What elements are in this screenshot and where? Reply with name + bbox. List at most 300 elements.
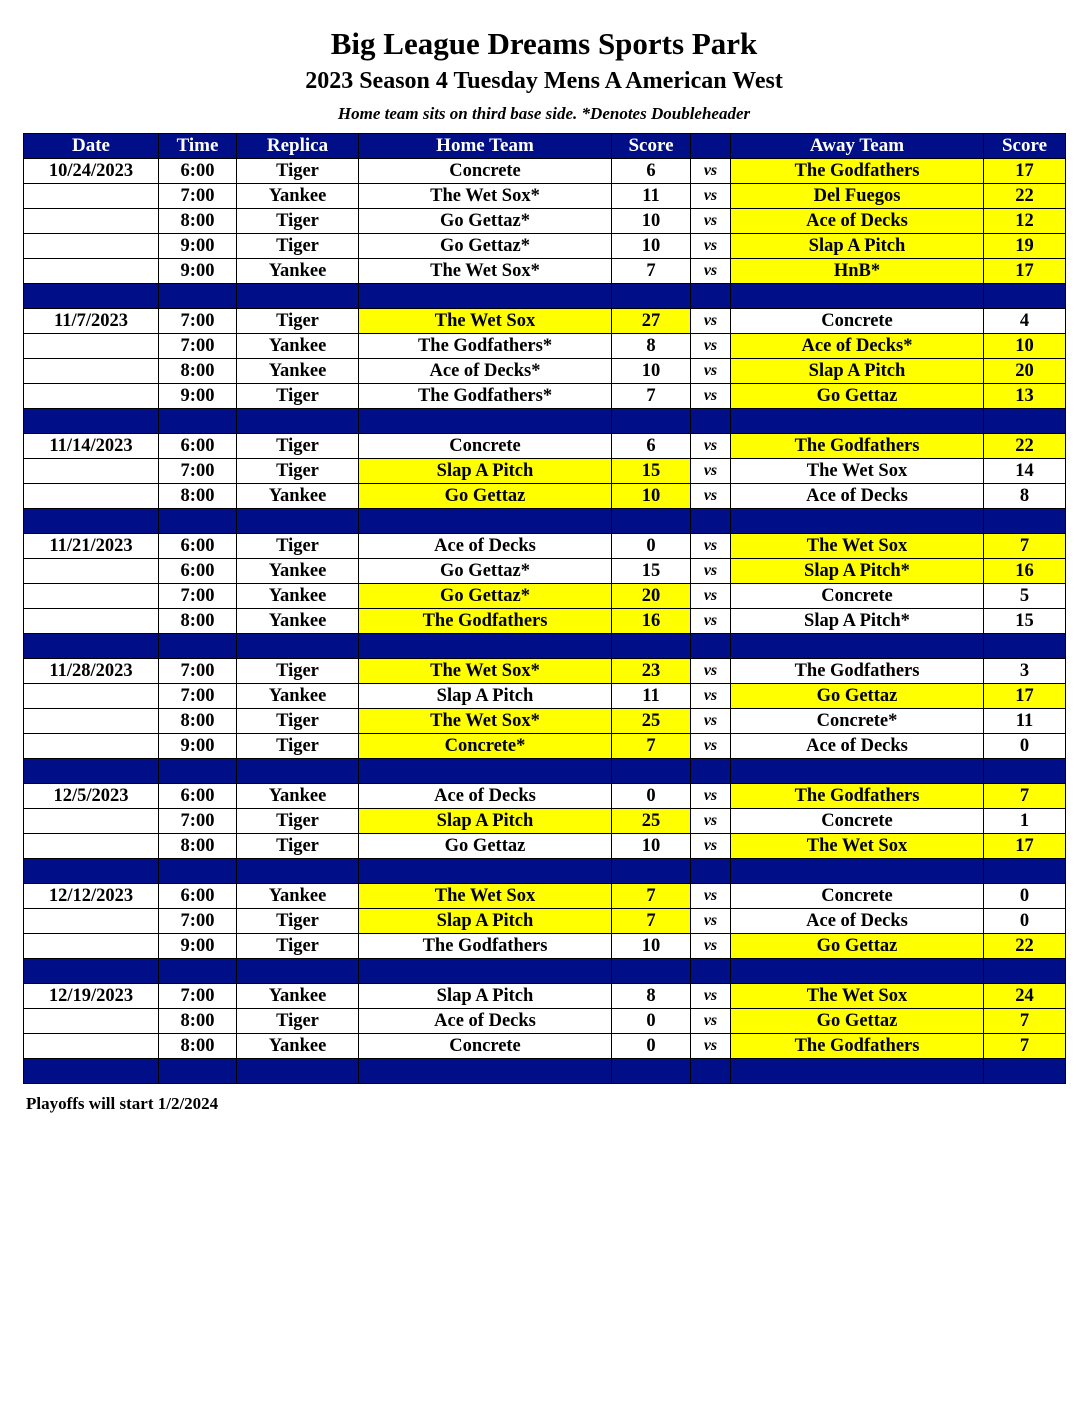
home-score: 25 (612, 709, 691, 734)
game-time: 9:00 (159, 384, 237, 409)
game-date (24, 584, 159, 609)
separator-cell (24, 859, 159, 884)
away-team: The Godfathers (731, 784, 984, 809)
separator-cell (691, 859, 731, 884)
separator-cell (731, 284, 984, 309)
away-score: 7 (984, 1034, 1066, 1059)
game-time: 9:00 (159, 734, 237, 759)
game-row (24, 359, 1066, 384)
away-score: 17 (984, 259, 1066, 284)
separator-cell (359, 859, 612, 884)
game-row (24, 609, 1066, 634)
away-score: 1 (984, 809, 1066, 834)
away-score: 22 (984, 434, 1066, 459)
separator-cell (612, 959, 691, 984)
separator-cell (612, 759, 691, 784)
separator-cell (159, 409, 237, 434)
home-score: 7 (612, 884, 691, 909)
game-replica: Tiger (237, 709, 359, 734)
home-team: The Wet Sox* (359, 659, 612, 684)
game-row (24, 834, 1066, 859)
away-score: 11 (984, 709, 1066, 734)
game-replica: Tiger (237, 834, 359, 859)
vs-label: vs (691, 584, 731, 609)
home-team: Go Gettaz* (359, 234, 612, 259)
home-score: 7 (612, 259, 691, 284)
away-team: Go Gettaz (731, 1009, 984, 1034)
separator-cell (237, 959, 359, 984)
game-replica: Yankee (237, 684, 359, 709)
game-time: 6:00 (159, 884, 237, 909)
home-team: Concrete (359, 1034, 612, 1059)
game-time: 6:00 (159, 784, 237, 809)
separator-cell (237, 409, 359, 434)
separator-cell (612, 634, 691, 659)
game-row (24, 484, 1066, 509)
separator-cell (984, 509, 1066, 534)
home-team: Ace of Decks (359, 784, 612, 809)
home-team: The Wet Sox* (359, 259, 612, 284)
vs-label: vs (691, 684, 731, 709)
game-date (24, 334, 159, 359)
vs-label: vs (691, 659, 731, 684)
home-score: 6 (612, 434, 691, 459)
game-time: 7:00 (159, 459, 237, 484)
game-replica: Tiger (237, 659, 359, 684)
game-row (24, 234, 1066, 259)
away-score: 17 (984, 834, 1066, 859)
vs-label: vs (691, 709, 731, 734)
game-replica: Yankee (237, 884, 359, 909)
game-row (24, 559, 1066, 584)
home-score: 0 (612, 784, 691, 809)
separator-cell (984, 1059, 1066, 1084)
game-time: 6:00 (159, 534, 237, 559)
separator-cell (237, 634, 359, 659)
game-time: 8:00 (159, 484, 237, 509)
vs-label: vs (691, 434, 731, 459)
game-time: 7:00 (159, 334, 237, 359)
home-score: 15 (612, 459, 691, 484)
separator-cell (731, 509, 984, 534)
game-replica: Yankee (237, 784, 359, 809)
away-score: 17 (984, 684, 1066, 709)
home-score: 6 (612, 159, 691, 184)
home-team: Go Gettaz (359, 484, 612, 509)
game-time: 8:00 (159, 709, 237, 734)
home-score: 10 (612, 934, 691, 959)
away-team: Slap A Pitch (731, 359, 984, 384)
home-score: 25 (612, 809, 691, 834)
game-row (24, 1009, 1066, 1034)
vs-label: vs (691, 884, 731, 909)
separator-cell (237, 859, 359, 884)
separator-cell (612, 284, 691, 309)
game-replica: Yankee (237, 1034, 359, 1059)
vs-label: vs (691, 984, 731, 1009)
home-score: 20 (612, 584, 691, 609)
game-time: 7:00 (159, 684, 237, 709)
page-subtitle: 2023 Season 4 Tuesday Mens A American West (305, 68, 783, 94)
away-score: 0 (984, 734, 1066, 759)
game-date (24, 834, 159, 859)
vs-label: vs (691, 609, 731, 634)
game-row (24, 659, 1066, 684)
away-team: Ace of Decks (731, 209, 984, 234)
separator-cell (691, 634, 731, 659)
away-score: 14 (984, 459, 1066, 484)
vs-label: vs (691, 384, 731, 409)
home-score: 10 (612, 234, 691, 259)
game-date (24, 709, 159, 734)
away-team: The Godfathers (731, 159, 984, 184)
game-row (24, 909, 1066, 934)
separator-cell (359, 509, 612, 534)
separator-cell (731, 959, 984, 984)
separator-cell (691, 959, 731, 984)
away-team: Concrete* (731, 709, 984, 734)
game-time: 8:00 (159, 609, 237, 634)
separator-cell (159, 509, 237, 534)
home-team: The Wet Sox* (359, 184, 612, 209)
vs-label: vs (691, 784, 731, 809)
away-team: Slap A Pitch* (731, 559, 984, 584)
separator-cell (237, 509, 359, 534)
separator-cell (984, 959, 1066, 984)
home-score: 0 (612, 534, 691, 559)
separator-cell (24, 759, 159, 784)
week-separator-row (24, 634, 1066, 659)
game-replica: Tiger (237, 1009, 359, 1034)
game-date: 11/14/2023 (24, 434, 159, 459)
home-team: Ace of Decks* (359, 359, 612, 384)
away-team: The Godfathers (731, 1034, 984, 1059)
separator-cell (159, 859, 237, 884)
game-replica: Yankee (237, 559, 359, 584)
page-title: Big League Dreams Sports Park (330, 26, 758, 61)
vs-label: vs (691, 159, 731, 184)
game-date (24, 684, 159, 709)
separator-cell (984, 859, 1066, 884)
away-score: 7 (984, 784, 1066, 809)
game-date (24, 934, 159, 959)
game-replica: Yankee (237, 184, 359, 209)
home-team: The Wet Sox (359, 884, 612, 909)
game-row (24, 384, 1066, 409)
away-team: Del Fuegos (731, 184, 984, 209)
separator-cell (237, 284, 359, 309)
game-row (24, 734, 1066, 759)
away-team: Concrete (731, 309, 984, 334)
vs-label: vs (691, 934, 731, 959)
home-team: Slap A Pitch (359, 459, 612, 484)
game-replica: Tiger (237, 534, 359, 559)
away-team: Ace of Decks* (731, 334, 984, 359)
game-replica: Tiger (237, 209, 359, 234)
game-row (24, 784, 1066, 809)
game-time: 7:00 (159, 909, 237, 934)
home-score: 15 (612, 559, 691, 584)
home-team: The Godfathers* (359, 334, 612, 359)
separator-cell (612, 1059, 691, 1084)
away-team: Ace of Decks (731, 484, 984, 509)
away-team: Concrete (731, 884, 984, 909)
separator-cell (24, 959, 159, 984)
away-score: 7 (984, 534, 1066, 559)
game-date (24, 384, 159, 409)
separator-cell (159, 959, 237, 984)
game-row (24, 259, 1066, 284)
game-row (24, 309, 1066, 334)
game-date (24, 559, 159, 584)
game-time: 6:00 (159, 434, 237, 459)
separator-cell (612, 859, 691, 884)
game-time: 7:00 (159, 184, 237, 209)
separator-cell (731, 1059, 984, 1084)
vs-label: vs (691, 334, 731, 359)
away-score: 20 (984, 359, 1066, 384)
game-time: 9:00 (159, 234, 237, 259)
away-score: 0 (984, 884, 1066, 909)
game-replica: Yankee (237, 359, 359, 384)
home-score: 27 (612, 309, 691, 334)
away-score: 22 (984, 934, 1066, 959)
game-date: 10/24/2023 (24, 159, 159, 184)
header-home-team: Home Team (359, 134, 612, 159)
away-team: Ace of Decks (731, 909, 984, 934)
separator-cell (731, 634, 984, 659)
game-replica: Yankee (237, 259, 359, 284)
separator-cell (359, 284, 612, 309)
home-team: Ace of Decks (359, 534, 612, 559)
week-separator-row (24, 959, 1066, 984)
week-separator-row (24, 859, 1066, 884)
game-date (24, 484, 159, 509)
separator-cell (237, 1059, 359, 1084)
away-score: 5 (984, 584, 1066, 609)
away-team: The Godfathers (731, 659, 984, 684)
game-row (24, 934, 1066, 959)
home-score: 11 (612, 184, 691, 209)
home-team: Concrete* (359, 734, 612, 759)
game-replica: Yankee (237, 484, 359, 509)
home-team: Slap A Pitch (359, 684, 612, 709)
home-score: 10 (612, 359, 691, 384)
game-replica: Tiger (237, 309, 359, 334)
game-replica: Tiger (237, 734, 359, 759)
game-row (24, 209, 1066, 234)
game-time: 6:00 (159, 159, 237, 184)
header-replica: Replica (237, 134, 359, 159)
week-separator-row (24, 284, 1066, 309)
home-score: 0 (612, 1034, 691, 1059)
vs-label: vs (691, 459, 731, 484)
week-separator-row (24, 509, 1066, 534)
vs-label: vs (691, 484, 731, 509)
separator-cell (612, 409, 691, 434)
game-date (24, 609, 159, 634)
away-score: 4 (984, 309, 1066, 334)
schedule-body (24, 159, 1066, 1084)
game-row (24, 709, 1066, 734)
vs-label: vs (691, 734, 731, 759)
separator-cell (691, 759, 731, 784)
footer-note: Playoffs will start 1/2/2024 (26, 1094, 219, 1113)
away-score: 24 (984, 984, 1066, 1009)
away-team: Go Gettaz (731, 384, 984, 409)
home-score: 8 (612, 334, 691, 359)
away-score: 22 (984, 184, 1066, 209)
game-date (24, 734, 159, 759)
game-time: 8:00 (159, 359, 237, 384)
away-score: 13 (984, 384, 1066, 409)
away-team: The Wet Sox (731, 459, 984, 484)
game-date (24, 209, 159, 234)
game-time: 8:00 (159, 834, 237, 859)
home-score: 8 (612, 984, 691, 1009)
away-score: 19 (984, 234, 1066, 259)
schedule-table (23, 133, 1066, 1084)
vs-label: vs (691, 1034, 731, 1059)
game-time: 8:00 (159, 1034, 237, 1059)
home-team: The Wet Sox (359, 309, 612, 334)
separator-cell (159, 634, 237, 659)
separator-cell (159, 284, 237, 309)
game-row (24, 809, 1066, 834)
vs-label: vs (691, 909, 731, 934)
away-team: Go Gettaz (731, 934, 984, 959)
vs-label: vs (691, 234, 731, 259)
game-replica: Tiger (237, 234, 359, 259)
game-row (24, 884, 1066, 909)
home-score: 10 (612, 834, 691, 859)
home-team: The Godfathers (359, 934, 612, 959)
away-score: 8 (984, 484, 1066, 509)
home-team: The Wet Sox* (359, 709, 612, 734)
separator-cell (24, 409, 159, 434)
game-time: 8:00 (159, 209, 237, 234)
separator-cell (984, 409, 1066, 434)
separator-cell (359, 409, 612, 434)
game-date (24, 1009, 159, 1034)
game-date (24, 359, 159, 384)
separator-cell (359, 959, 612, 984)
away-team: The Wet Sox (731, 834, 984, 859)
home-team: Go Gettaz (359, 834, 612, 859)
separator-cell (359, 634, 612, 659)
home-score: 16 (612, 609, 691, 634)
vs-label: vs (691, 559, 731, 584)
away-score: 7 (984, 1009, 1066, 1034)
home-score: 10 (612, 209, 691, 234)
game-date: 12/19/2023 (24, 984, 159, 1009)
vs-label: vs (691, 534, 731, 559)
separator-cell (691, 409, 731, 434)
away-team: The Wet Sox (731, 534, 984, 559)
separator-cell (24, 284, 159, 309)
game-time: 7:00 (159, 809, 237, 834)
separator-cell (731, 409, 984, 434)
home-score: 7 (612, 909, 691, 934)
home-team: Ace of Decks (359, 1009, 612, 1034)
header-time: Time (159, 134, 237, 159)
away-score: 10 (984, 334, 1066, 359)
away-team: Slap A Pitch (731, 234, 984, 259)
home-score: 23 (612, 659, 691, 684)
game-time: 7:00 (159, 659, 237, 684)
game-row (24, 684, 1066, 709)
game-date (24, 184, 159, 209)
home-team: The Godfathers (359, 609, 612, 634)
separator-cell (24, 1059, 159, 1084)
away-team: HnB* (731, 259, 984, 284)
home-team: Go Gettaz* (359, 559, 612, 584)
separator-cell (731, 859, 984, 884)
separator-cell (691, 284, 731, 309)
away-team: The Godfathers (731, 434, 984, 459)
home-team: The Godfathers* (359, 384, 612, 409)
game-date: 12/12/2023 (24, 884, 159, 909)
away-score: 12 (984, 209, 1066, 234)
vs-label: vs (691, 834, 731, 859)
away-team: Concrete (731, 584, 984, 609)
game-date (24, 459, 159, 484)
game-date: 12/5/2023 (24, 784, 159, 809)
game-time: 9:00 (159, 934, 237, 959)
separator-cell (159, 1059, 237, 1084)
header-row (24, 134, 1066, 159)
game-replica: Tiger (237, 434, 359, 459)
home-team: Slap A Pitch (359, 909, 612, 934)
home-score: 11 (612, 684, 691, 709)
game-replica: Yankee (237, 334, 359, 359)
separator-cell (237, 759, 359, 784)
game-replica: Tiger (237, 909, 359, 934)
home-team: Go Gettaz* (359, 209, 612, 234)
game-row (24, 184, 1066, 209)
game-row (24, 534, 1066, 559)
home-team: Go Gettaz* (359, 584, 612, 609)
game-replica: Tiger (237, 459, 359, 484)
away-team: Ace of Decks (731, 734, 984, 759)
separator-cell (691, 509, 731, 534)
game-time: 6:00 (159, 559, 237, 584)
separator-cell (359, 759, 612, 784)
home-score: 10 (612, 484, 691, 509)
vs-label: vs (691, 259, 731, 284)
vs-label: vs (691, 1009, 731, 1034)
away-score: 16 (984, 559, 1066, 584)
game-time: 7:00 (159, 309, 237, 334)
separator-cell (984, 634, 1066, 659)
home-score: 7 (612, 734, 691, 759)
week-separator-row (24, 759, 1066, 784)
away-team: Concrete (731, 809, 984, 834)
vs-label: vs (691, 209, 731, 234)
header-away-team: Away Team (731, 134, 984, 159)
away-score: 0 (984, 909, 1066, 934)
game-replica: Tiger (237, 934, 359, 959)
game-replica: Tiger (237, 159, 359, 184)
separator-cell (612, 509, 691, 534)
away-team: Go Gettaz (731, 684, 984, 709)
home-team: Slap A Pitch (359, 984, 612, 1009)
game-row (24, 1034, 1066, 1059)
page-note: Home team sits on third base side. *Denotes Doubleheader (337, 104, 751, 123)
header-date: Date (24, 134, 159, 159)
vs-label: vs (691, 359, 731, 384)
game-row (24, 334, 1066, 359)
